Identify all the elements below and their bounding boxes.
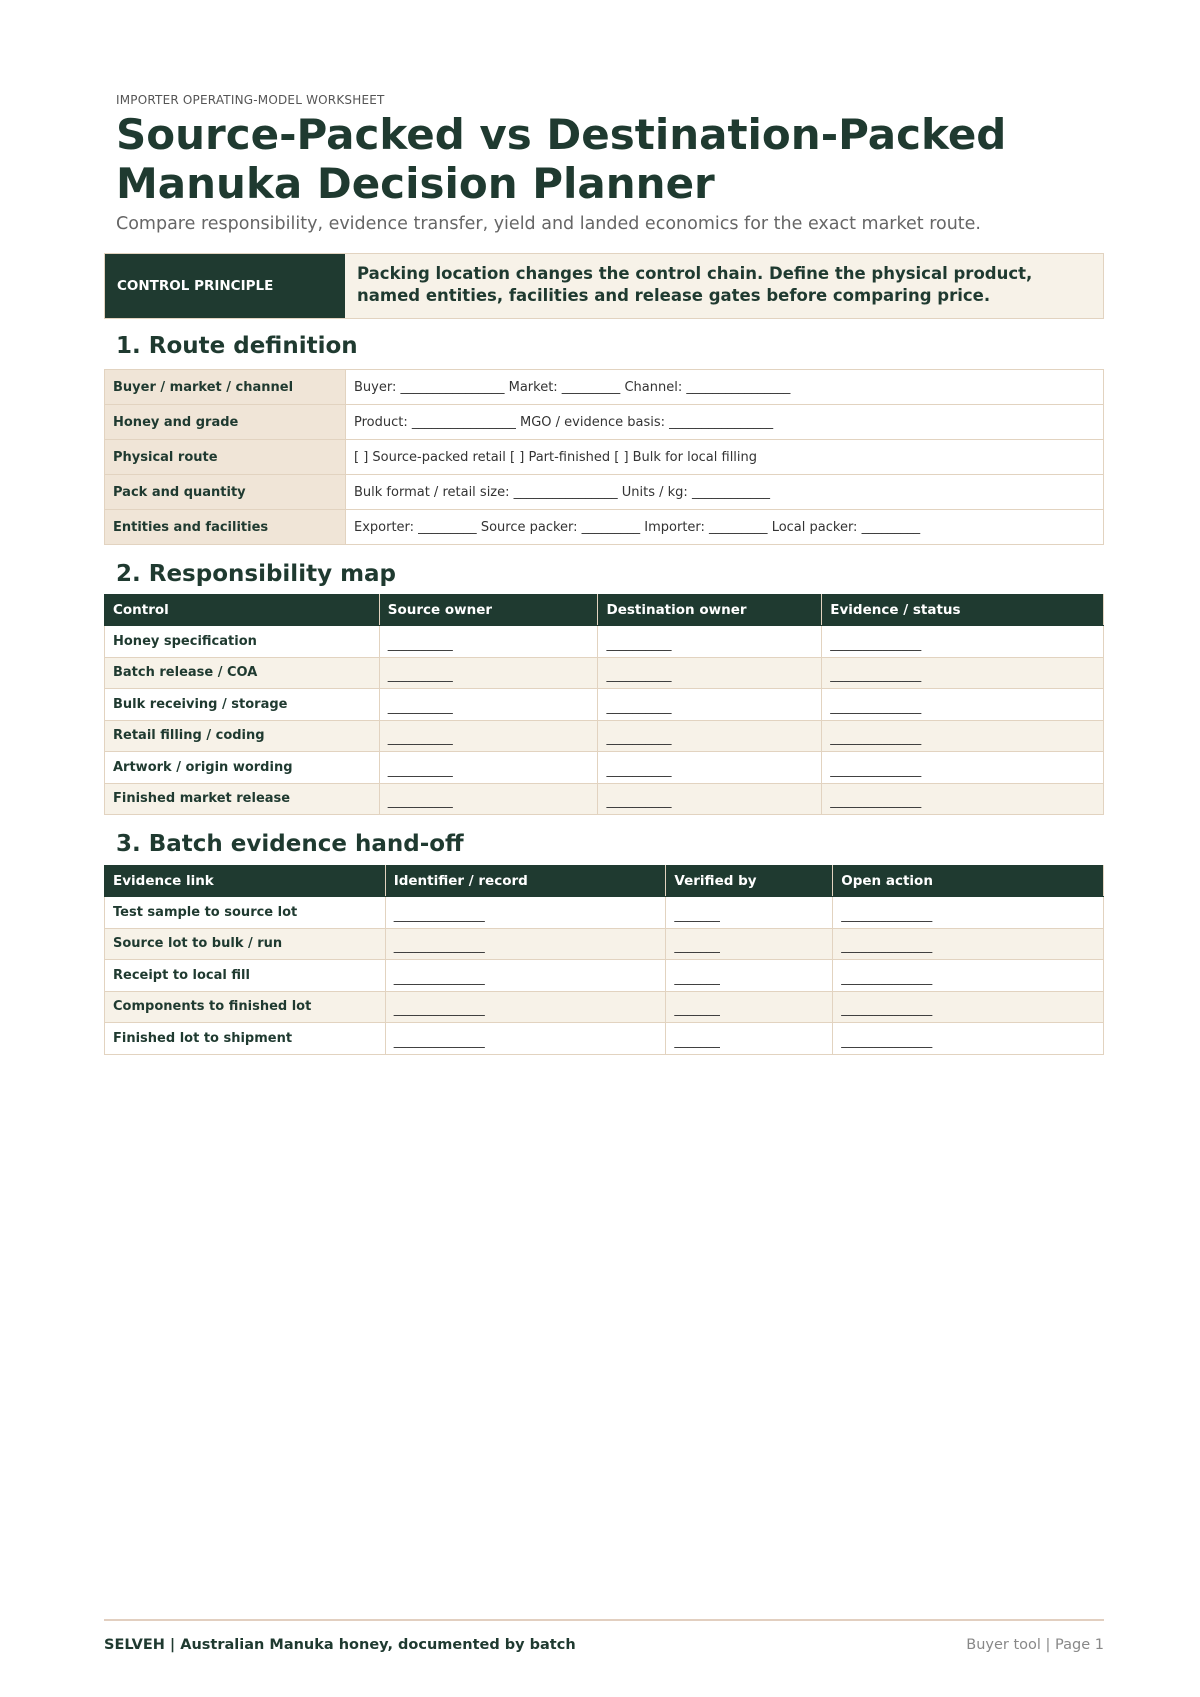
destination-owner-field[interactable]: __________ [598,657,822,689]
verified-by-field[interactable]: _______ [666,960,833,992]
route-field[interactable]: Bulk format / retail size: ________________ Units / kg: ____________ [346,475,1104,510]
source-owner-field[interactable]: __________ [379,689,598,721]
control-label: Batch release / COA [105,657,380,689]
route-definition-table [104,369,1104,545]
open-action-field[interactable]: ______________ [833,991,1104,1023]
section-title-responsibility: 2. Responsibility map [116,561,397,587]
route-field[interactable]: Product: ________________ MGO / evidence basis: ________________ [346,405,1104,440]
evidence-link-label: Test sample to source lot [105,897,386,929]
verified-by-field[interactable]: _______ [666,1023,833,1055]
source-owner-field[interactable]: __________ [379,783,598,815]
batch-evidence-table [104,865,1104,1055]
table-row [105,689,1104,721]
table-row [105,657,1104,689]
route-label: Pack and quantity [105,475,346,510]
table-row [105,510,1104,545]
table-row [105,960,1104,992]
destination-owner-field[interactable]: __________ [598,752,822,784]
open-action-field[interactable]: ______________ [833,897,1104,929]
destination-owner-field[interactable]: __________ [598,689,822,721]
source-owner-field[interactable]: __________ [379,752,598,784]
identifier-field[interactable]: ______________ [385,991,666,1023]
destination-owner-field[interactable]: __________ [598,720,822,752]
table-row [105,720,1104,752]
route-label: Physical route [105,440,346,475]
control-label: Artwork / origin wording [105,752,380,784]
table-row [105,783,1104,815]
verified-by-field[interactable]: _______ [666,897,833,929]
eyebrow-label: IMPORTER OPERATING-MODEL WORKSHEET [116,93,385,107]
column-header: Evidence / status [822,595,1104,626]
table-row [105,370,1104,405]
column-header: Identifier / record [385,866,666,897]
table-row [105,405,1104,440]
page-subtitle: Compare responsibility, evidence transfer, yield and landed economics for the exact market route. [116,214,981,234]
worksheet-page [104,0,1104,1697]
control-label: Retail filling / coding [105,720,380,752]
control-label: Bulk receiving / storage [105,689,380,721]
identifier-field[interactable]: ______________ [385,960,666,992]
evidence-status-field[interactable]: ______________ [822,657,1104,689]
column-header: Evidence link [105,866,386,897]
evidence-status-field[interactable]: ______________ [822,689,1104,721]
column-header: Open action [833,866,1104,897]
footer-divider [104,1619,1104,1621]
page-title: Source-Packed vs Destination-Packed Manuka Decision Planner [116,110,1007,208]
section-title-route: 1. Route definition [116,333,358,359]
identifier-field[interactable]: ______________ [385,1023,666,1055]
table-row [105,752,1104,784]
destination-owner-field[interactable]: __________ [598,783,822,815]
source-owner-field[interactable]: __________ [379,626,598,658]
column-header: Control [105,595,380,626]
control-label: Finished market release [105,783,380,815]
evidence-status-field[interactable]: ______________ [822,783,1104,815]
route-field[interactable]: [ ] Source-packed retail [ ] Part-finished [ ] Bulk for local filling [346,440,1104,475]
identifier-field[interactable]: ______________ [385,897,666,929]
route-label: Buyer / market / channel [105,370,346,405]
table-row [105,1023,1104,1055]
table-header-row [105,866,1104,897]
responsibility-map-table [104,594,1104,815]
source-owner-field[interactable]: __________ [379,657,598,689]
open-action-field[interactable]: ______________ [833,1023,1104,1055]
table-row [105,440,1104,475]
evidence-link-label: Receipt to local fill [105,960,386,992]
column-header: Destination owner [598,595,822,626]
table-row [105,475,1104,510]
table-row [105,928,1104,960]
table-header-row [105,595,1104,626]
destination-owner-field[interactable]: __________ [598,626,822,658]
route-label: Entities and facilities [105,510,346,545]
column-header: Verified by [666,866,833,897]
evidence-status-field[interactable]: ______________ [822,626,1104,658]
footer-brand: SELVEH | Australian Manuka honey, documented by batch [104,1637,576,1653]
footer-page-info: Buyer tool | Page 1 [966,1637,1104,1653]
table-row [105,991,1104,1023]
route-field[interactable]: Exporter: _________ Source packer: _________ Importer: _________ Local packer: _________ [346,510,1104,545]
control-principle-text: Packing location changes the control chain. Define the physical product, named entities, facilities and release gates before comparing price. [345,254,1103,318]
identifier-field[interactable]: ______________ [385,928,666,960]
table-row [105,626,1104,658]
evidence-link-label: Source lot to bulk / run [105,928,386,960]
verified-by-field[interactable]: _______ [666,928,833,960]
evidence-status-field[interactable]: ______________ [822,752,1104,784]
evidence-link-label: Finished lot to shipment [105,1023,386,1055]
control-principle-label: CONTROL PRINCIPLE [105,254,345,318]
route-label: Honey and grade [105,405,346,440]
column-header: Source owner [379,595,598,626]
evidence-status-field[interactable]: ______________ [822,720,1104,752]
control-principle-box [104,253,1104,319]
section-title-handoff: 3. Batch evidence hand-off [116,831,464,857]
table-row [105,897,1104,929]
control-label: Honey specification [105,626,380,658]
open-action-field[interactable]: ______________ [833,960,1104,992]
open-action-field[interactable]: ______________ [833,928,1104,960]
source-owner-field[interactable]: __________ [379,720,598,752]
route-field[interactable]: Buyer: ________________ Market: _________ Channel: ________________ [346,370,1104,405]
evidence-link-label: Components to finished lot [105,991,386,1023]
verified-by-field[interactable]: _______ [666,991,833,1023]
